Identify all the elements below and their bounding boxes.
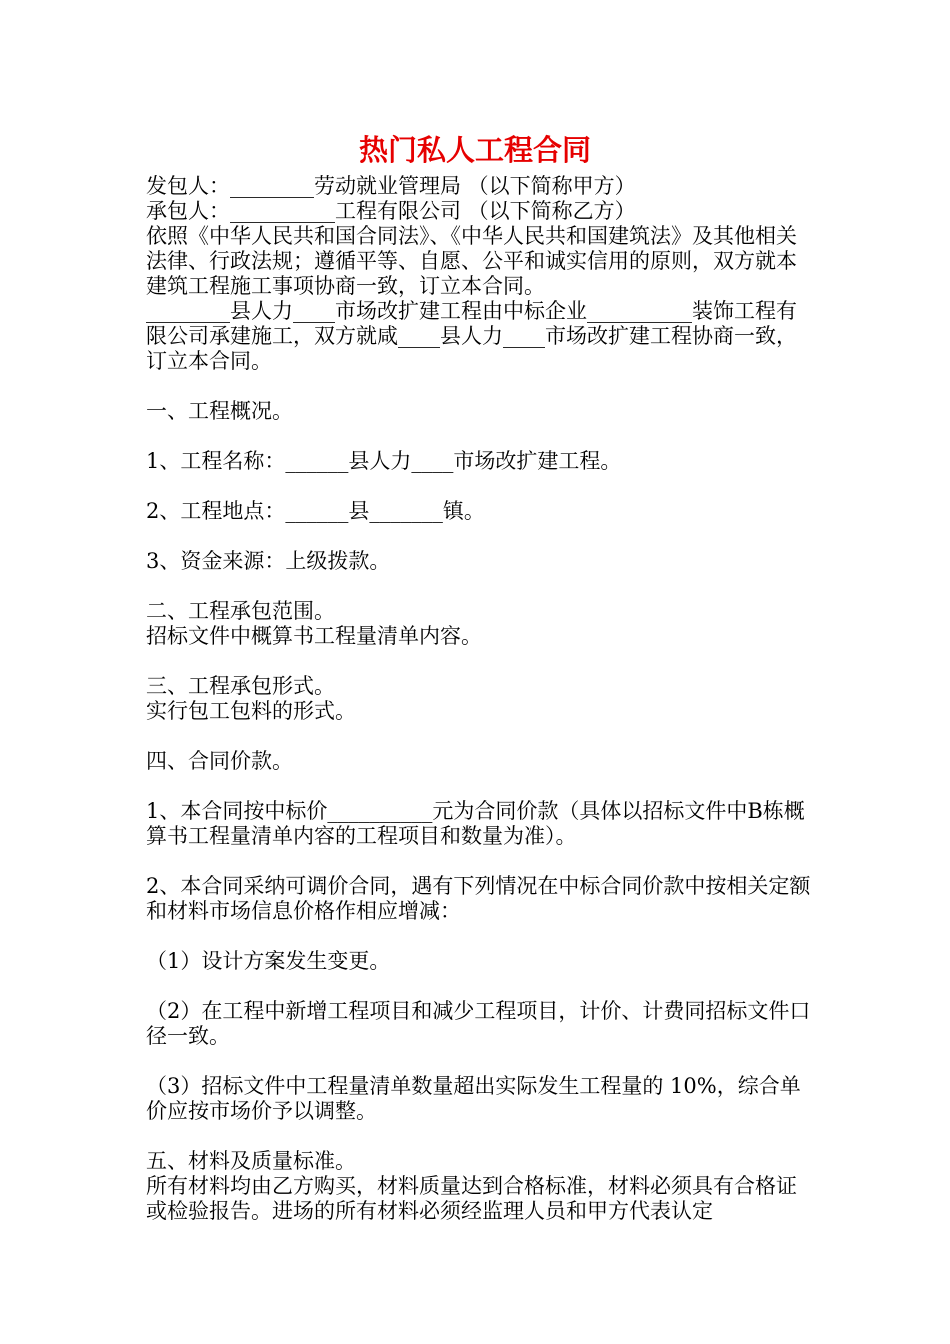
blank-line xyxy=(146,1049,812,1074)
document-title: 热门私人工程合同 xyxy=(358,133,591,167)
blank-line xyxy=(146,524,812,549)
blank-line xyxy=(146,924,812,949)
section-heading-overview: 一、工程概况。 xyxy=(146,399,293,423)
paragraph-clause-3: （3）招标文件中工程量清单数量超出实际发生工程量的 10%，综合单价应按市场价予以调整。 xyxy=(146,1074,801,1123)
section-heading-scope: 二、工程承包范围。 xyxy=(146,599,335,623)
blank-line xyxy=(146,374,812,399)
paragraph-clause-1: （1）设计方案发生变更。 xyxy=(146,949,391,973)
paragraph-contractor: 承包人：__________工程有限公司 （以下简称乙方） xyxy=(146,199,636,223)
section-heading-form: 三、工程承包形式。 xyxy=(146,674,335,698)
blank-line xyxy=(146,424,812,449)
section-heading-materials: 五、材料及质量标准。 xyxy=(146,1149,356,1173)
paragraph-project-location: 2、工程地点：______县_______镇。 xyxy=(146,499,485,523)
section-heading-price: 四、合同价款。 xyxy=(146,749,293,773)
blank-line xyxy=(146,1124,812,1149)
blank-line xyxy=(146,774,812,799)
paragraph-legal-basis: 依照《中华人民共和国合同法》、《中华人民共和国建筑法》及其他相关法律、行政法规；遵循平等、自愿、公平和诚实信用的原则，双方就本建筑工程施工事项协商一致，订立本合同。 xyxy=(146,224,797,298)
paragraph-employer: 发包人：________劳动就业管理局 （以下简称甲方） xyxy=(146,174,636,198)
blank-line xyxy=(146,574,812,599)
paragraph-project-name: 1、工程名称：______县人力____市场改扩建工程。 xyxy=(146,449,622,473)
paragraph-project-intro: ________县人力____市场改扩建工程由中标企业__________装饰工程有限公司承建施工，双方就咸____县人力____市场改扩建工程协商一致，订立本合同。 xyxy=(146,299,797,373)
paragraph-scope: 招标文件中概算书工程量清单内容。 xyxy=(146,624,482,648)
blank-line xyxy=(146,474,812,499)
blank-line xyxy=(146,649,812,674)
paragraph-price-2: 2、本合同采纳可调价合同，遇有下列情况在中标合同价款中按相关定额和材料市场信息价格作相应增减： xyxy=(146,874,811,923)
blank-line xyxy=(146,974,812,999)
blank-line xyxy=(146,849,812,874)
paragraph-form: 实行包工包料的形式。 xyxy=(146,699,356,723)
document-body xyxy=(146,174,812,1224)
paragraph-funding-source: 3、资金来源：上级拨款。 xyxy=(146,549,391,573)
blank-line xyxy=(146,724,812,749)
paragraph-clause-2: （2）在工程中新增工程项目和减少工程项目，计价、计费同招标文件口径一致。 xyxy=(146,999,811,1048)
paragraph-materials: 所有材料均由乙方购买，材料质量达到合格标准，材料必须具有合格证或检验报告。进场的所有材料必须经监理人员和甲方代表认定 xyxy=(146,1174,797,1223)
paragraph-price-1: 1、本合同按中标价__________元为合同价款（具体以招标文件中B栋概算书工程量清单内容的工程项目和数量为准）。 xyxy=(146,799,805,848)
